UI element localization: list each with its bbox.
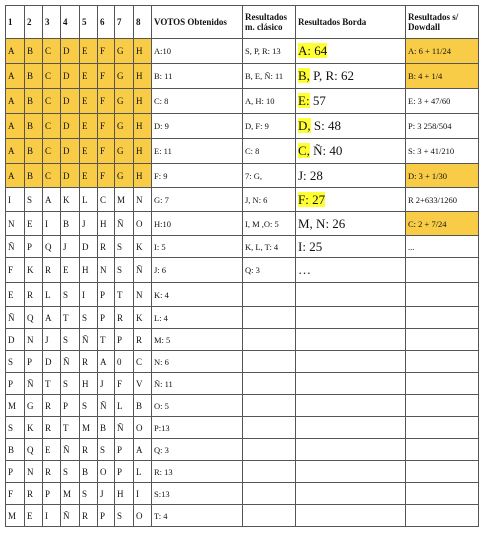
ballot-cell: I xyxy=(43,212,61,236)
ballot-cell: S xyxy=(61,461,80,483)
votos-cell: R: 13 xyxy=(152,461,243,483)
borda-cell: B, P, R: 62 xyxy=(296,64,406,89)
ballot-cell: K xyxy=(25,417,43,439)
table-row xyxy=(6,461,479,483)
ballot-cell: C xyxy=(43,139,61,164)
ballot-cell: A xyxy=(98,351,115,373)
ballot-cell: G xyxy=(115,164,134,188)
ballot-cell: I xyxy=(134,483,152,505)
clasico-cell xyxy=(243,329,296,351)
ballot-cell: T xyxy=(115,283,134,307)
ballot-cell: D xyxy=(61,89,80,114)
dowdall-cell xyxy=(406,258,479,283)
borda-cell: M, N: 26 xyxy=(296,212,406,236)
borda-highlight: D, xyxy=(298,118,311,133)
table-row xyxy=(6,139,479,164)
clasico-cell: 7: G, xyxy=(243,164,296,188)
ballot-cell: E xyxy=(25,212,43,236)
ballot-cell: H xyxy=(134,164,152,188)
borda-cell xyxy=(296,439,406,461)
clasico-cell xyxy=(243,461,296,483)
ballot-cell: F xyxy=(98,139,115,164)
ballot-cell: R xyxy=(80,351,98,373)
clasico-cell: I, M ,O: 5 xyxy=(243,212,296,236)
ballot-cell: I xyxy=(43,505,61,527)
table-row xyxy=(6,395,479,417)
ballot-cell: O xyxy=(134,505,152,527)
clasico-cell: A, H: 10 xyxy=(243,89,296,114)
borda-cell: I: 25 xyxy=(296,236,406,258)
ballot-cell: C xyxy=(43,89,61,114)
borda-highlight: C, xyxy=(298,143,310,158)
ballot-cell: T xyxy=(98,329,115,351)
ballot-cell: Ñ xyxy=(61,439,80,461)
ballot-cell: L xyxy=(134,461,152,483)
dowdall-cell xyxy=(406,439,479,461)
votos-cell: I: 5 xyxy=(152,236,243,258)
ballot-cell: S xyxy=(115,236,134,258)
col-header-7: 7 xyxy=(115,6,134,39)
votos-cell: M: 5 xyxy=(152,329,243,351)
ballot-cell: D xyxy=(6,329,25,351)
ballot-cell: R xyxy=(25,483,43,505)
ballot-cell: R xyxy=(115,307,134,329)
ballot-cell: N xyxy=(134,188,152,212)
ballot-cell: F xyxy=(115,373,134,395)
ballot-cell: E xyxy=(80,164,98,188)
ballot-cell: S xyxy=(61,373,80,395)
ballot-cell: K xyxy=(61,188,80,212)
borda-cell xyxy=(296,351,406,373)
clasico-cell: J, N: 6 xyxy=(243,188,296,212)
borda-highlight: B, xyxy=(298,68,310,83)
ballot-cell: H xyxy=(134,64,152,89)
ballot-cell: M xyxy=(6,505,25,527)
votos-cell: J: 6 xyxy=(152,258,243,283)
votos-cell: N: 6 xyxy=(152,351,243,373)
ballot-cell: S xyxy=(80,483,98,505)
borda-header: Resultados Borda xyxy=(296,6,406,39)
ballot-cell: A xyxy=(6,89,25,114)
dowdall-cell: C: 2 + 7/24 xyxy=(406,212,479,236)
ballot-cell: J xyxy=(98,483,115,505)
col-header-1: 1 xyxy=(6,6,25,39)
borda-cell xyxy=(296,461,406,483)
ballot-cell: E xyxy=(25,505,43,527)
borda-cell xyxy=(296,373,406,395)
ballot-cell: S xyxy=(25,188,43,212)
ballot-cell: G xyxy=(115,39,134,64)
clasico-cell xyxy=(243,439,296,461)
ballot-cell: D xyxy=(80,236,98,258)
ballot-cell: V xyxy=(134,373,152,395)
ballot-cell: T xyxy=(43,373,61,395)
ballot-cell: B xyxy=(25,64,43,89)
ballot-cell: S xyxy=(6,351,25,373)
ballot-cell: N xyxy=(25,461,43,483)
ballot-cell: A xyxy=(6,114,25,139)
borda-cell: J: 28 xyxy=(296,164,406,188)
ballot-cell: H xyxy=(134,39,152,64)
table-row xyxy=(6,164,479,188)
ballot-cell: Q xyxy=(25,439,43,461)
votos-cell: D: 9 xyxy=(152,114,243,139)
votos-header: VOTOS Obtenidos xyxy=(152,6,243,39)
ballot-cell: Q xyxy=(25,307,43,329)
votos-cell: B: 11 xyxy=(152,64,243,89)
borda-cell xyxy=(296,283,406,307)
ballot-cell: B xyxy=(25,164,43,188)
ballot-cell: H xyxy=(134,139,152,164)
ballot-cell: N xyxy=(6,212,25,236)
ballot-cell: F xyxy=(98,39,115,64)
ballot-cell: B xyxy=(25,39,43,64)
header-row xyxy=(6,6,479,39)
ballot-cell: B xyxy=(6,439,25,461)
ballot-cell: F xyxy=(6,483,25,505)
dowdall-cell xyxy=(406,329,479,351)
ballot-cell: E xyxy=(6,283,25,307)
dowdall-cell xyxy=(406,483,479,505)
ballot-cell: J xyxy=(80,212,98,236)
ballot-cell: F xyxy=(98,164,115,188)
borda-cell: E: 57 xyxy=(296,89,406,114)
ballot-cell: K xyxy=(134,236,152,258)
ballot-cell: B xyxy=(25,114,43,139)
ballot-cell: C xyxy=(134,351,152,373)
dowdall-cell: B: 4 + 1/4 xyxy=(406,64,479,89)
col-header-3: 3 xyxy=(43,6,61,39)
votos-cell: S:13 xyxy=(152,483,243,505)
clasico-cell xyxy=(243,395,296,417)
ballot-cell: P xyxy=(98,505,115,527)
ballot-cell: L xyxy=(80,188,98,212)
table-body xyxy=(6,39,479,527)
dowdall-cell xyxy=(406,395,479,417)
dowdall-cell xyxy=(406,307,479,329)
votos-cell: L: 4 xyxy=(152,307,243,329)
table-row xyxy=(6,188,479,212)
ballot-cell: Ñ xyxy=(98,395,115,417)
dowdall-header: Resultados s/ Dowdall xyxy=(406,6,479,39)
ballot-cell: O xyxy=(134,212,152,236)
ballot-cell: G xyxy=(25,395,43,417)
ballot-cell: Ñ xyxy=(61,351,80,373)
ballot-cell: F xyxy=(6,258,25,283)
table-row xyxy=(6,64,479,89)
table-row xyxy=(6,439,479,461)
dowdall-cell xyxy=(406,461,479,483)
table-row xyxy=(6,258,479,283)
ballot-cell: P xyxy=(43,483,61,505)
ballot-cell: E xyxy=(43,439,61,461)
col-header-2: 2 xyxy=(25,6,43,39)
ballot-cell: H xyxy=(115,483,134,505)
table-row xyxy=(6,236,479,258)
ballot-cell: H xyxy=(98,212,115,236)
ballot-cell: P xyxy=(115,461,134,483)
table-row xyxy=(6,351,479,373)
ballot-cell: R xyxy=(25,283,43,307)
ballot-cell: D xyxy=(61,139,80,164)
ballot-cell: R xyxy=(43,258,61,283)
ballot-cell: E xyxy=(80,89,98,114)
ballot-cell: J xyxy=(61,236,80,258)
ballot-cell: P xyxy=(98,307,115,329)
ballot-cell: S xyxy=(61,329,80,351)
ballot-cell: A xyxy=(134,439,152,461)
ballot-cell: F xyxy=(98,114,115,139)
ballot-cell: Ñ xyxy=(134,258,152,283)
clasico-cell: C: 8 xyxy=(243,139,296,164)
ballot-cell: E xyxy=(80,39,98,64)
ballot-cell: B xyxy=(61,212,80,236)
ballot-cell: M xyxy=(80,417,98,439)
clasico-cell xyxy=(243,417,296,439)
ballot-cell: D xyxy=(61,39,80,64)
ballot-cell: D xyxy=(43,351,61,373)
votos-cell: E: 11 xyxy=(152,139,243,164)
col-header-6: 6 xyxy=(98,6,115,39)
votos-cell: A:10 xyxy=(152,39,243,64)
votos-cell: K: 4 xyxy=(152,283,243,307)
ballot-cell: S xyxy=(98,439,115,461)
borda-cell xyxy=(296,188,406,212)
ballot-cell: Q xyxy=(43,236,61,258)
dowdall-cell: E: 3 + 47/60 xyxy=(406,89,479,114)
table-row xyxy=(6,39,479,64)
ballot-cell: B xyxy=(134,395,152,417)
ballot-cell: K xyxy=(25,258,43,283)
ballot-cell: M xyxy=(115,188,134,212)
ballot-cell: J xyxy=(43,329,61,351)
ballot-cell: Ñ xyxy=(61,505,80,527)
ballot-cell: C xyxy=(43,64,61,89)
ballot-cell: E xyxy=(80,114,98,139)
borda-cell xyxy=(296,307,406,329)
ballot-cell: B xyxy=(80,461,98,483)
votos-cell: H:10 xyxy=(152,212,243,236)
ballot-cell: H xyxy=(134,89,152,114)
dowdall-cell xyxy=(406,417,479,439)
ballot-cell: S xyxy=(115,505,134,527)
ballot-cell: I xyxy=(80,283,98,307)
table-row xyxy=(6,89,479,114)
borda-cell xyxy=(296,417,406,439)
votos-cell: C: 8 xyxy=(152,89,243,114)
votos-cell: G: 7 xyxy=(152,188,243,212)
votos-cell: O: 5 xyxy=(152,395,243,417)
table-row xyxy=(6,212,479,236)
ballot-cell: N xyxy=(25,329,43,351)
table-row xyxy=(6,373,479,395)
ballot-cell: S xyxy=(80,395,98,417)
ballot-cell: A xyxy=(43,188,61,212)
ballot-cell: E xyxy=(80,64,98,89)
clasico-cell: Q: 3 xyxy=(243,258,296,283)
ballot-cell: 0 xyxy=(115,351,134,373)
votos-cell: P:13 xyxy=(152,417,243,439)
votos-cell: Q: 3 xyxy=(152,439,243,461)
ballot-cell: O xyxy=(134,417,152,439)
ballot-cell: Ñ xyxy=(115,417,134,439)
vote-results-table-wrapper xyxy=(5,5,478,538)
ballot-cell: P xyxy=(25,351,43,373)
ballot-cell: T xyxy=(61,307,80,329)
ballot-cell: C xyxy=(43,39,61,64)
ballot-cell: B xyxy=(25,139,43,164)
ballot-cell: R xyxy=(43,461,61,483)
ballot-cell: A xyxy=(43,307,61,329)
ballot-cell: O xyxy=(98,461,115,483)
ballot-cell: P xyxy=(25,236,43,258)
clasico-header: Resultados m. clásico xyxy=(243,6,296,39)
ballot-cell: C xyxy=(43,164,61,188)
ballot-cell: S xyxy=(115,258,134,283)
dowdall-cell xyxy=(406,283,479,307)
ballot-cell: A xyxy=(6,139,25,164)
ballot-cell: S xyxy=(61,283,80,307)
dowdall-cell xyxy=(406,373,479,395)
ballot-cell: D xyxy=(61,64,80,89)
clasico-cell xyxy=(243,283,296,307)
ballot-cell: C xyxy=(98,188,115,212)
ballot-cell: Ñ xyxy=(25,373,43,395)
clasico-cell: B, E, Ñ: 11 xyxy=(243,64,296,89)
ballot-cell: T xyxy=(61,417,80,439)
ballot-cell: H xyxy=(80,258,98,283)
dowdall-cell: R 2+633/1260 xyxy=(406,188,479,212)
borda-cell: … xyxy=(296,258,406,283)
vote-results-table xyxy=(5,5,479,527)
table-row xyxy=(6,483,479,505)
ballot-cell: F xyxy=(98,89,115,114)
ballot-cell: R xyxy=(80,505,98,527)
clasico-cell xyxy=(243,505,296,527)
clasico-cell: S, P, R: 13 xyxy=(243,39,296,64)
table-row xyxy=(6,283,479,307)
clasico-cell xyxy=(243,351,296,373)
borda-cell: C, Ñ: 40 xyxy=(296,139,406,164)
ballot-cell: B xyxy=(25,89,43,114)
col-header-5: 5 xyxy=(80,6,98,39)
ballot-cell: D xyxy=(61,114,80,139)
ballot-cell: N xyxy=(98,258,115,283)
ballot-cell: P xyxy=(6,373,25,395)
ballot-cell: A xyxy=(6,39,25,64)
dowdall-cell: A: 6 + 11/24 xyxy=(406,39,479,64)
table-row xyxy=(6,417,479,439)
table-row xyxy=(6,114,479,139)
ballot-cell: R xyxy=(98,236,115,258)
table-row xyxy=(6,329,479,351)
clasico-cell: D, F: 9 xyxy=(243,114,296,139)
ballot-cell: H xyxy=(134,114,152,139)
borda-cell: D, S: 48 xyxy=(296,114,406,139)
borda-highlight: F: 27 xyxy=(298,191,326,207)
ballot-cell: F xyxy=(98,64,115,89)
borda-cell xyxy=(296,329,406,351)
ballot-cell: P xyxy=(115,329,134,351)
ballot-cell: E xyxy=(61,258,80,283)
ballot-cell: Ñ xyxy=(6,236,25,258)
ballot-cell: R xyxy=(80,439,98,461)
votos-cell: T: 4 xyxy=(152,505,243,527)
votos-cell: F: 9 xyxy=(152,164,243,188)
ballot-cell: P xyxy=(61,395,80,417)
ballot-cell: I xyxy=(6,188,25,212)
borda-cell xyxy=(296,505,406,527)
dowdall-cell: ... xyxy=(406,236,479,258)
ballot-cell: R xyxy=(43,395,61,417)
ballot-cell: L xyxy=(43,283,61,307)
dowdall-cell: D: 3 + 1/30 xyxy=(406,164,479,188)
col-header-4: 4 xyxy=(61,6,80,39)
table-row xyxy=(6,505,479,527)
dowdall-cell xyxy=(406,351,479,373)
ballot-cell: B xyxy=(98,417,115,439)
ballot-cell: G xyxy=(115,114,134,139)
ballot-cell: C xyxy=(43,114,61,139)
clasico-cell: K, L, T: 4 xyxy=(243,236,296,258)
ballot-cell: Ñ xyxy=(80,329,98,351)
ballot-cell: M xyxy=(61,483,80,505)
ballot-cell: Ñ xyxy=(115,212,134,236)
ballot-cell: A xyxy=(6,164,25,188)
ballot-cell: Ñ xyxy=(6,307,25,329)
ballot-cell: J xyxy=(98,373,115,395)
table-row xyxy=(6,307,479,329)
clasico-cell xyxy=(243,373,296,395)
ballot-cell: R xyxy=(43,417,61,439)
ballot-cell: G xyxy=(115,64,134,89)
ballot-cell: G xyxy=(115,139,134,164)
ballot-cell: H xyxy=(80,373,98,395)
col-header-8: 8 xyxy=(134,6,152,39)
dowdall-cell xyxy=(406,505,479,527)
ballot-cell: E xyxy=(80,139,98,164)
borda-highlight: A: 64 xyxy=(298,43,328,58)
ballot-cell: P xyxy=(115,439,134,461)
ballot-cell: L xyxy=(115,395,134,417)
ballot-cell: M xyxy=(6,395,25,417)
borda-highlight: E: xyxy=(298,93,310,108)
clasico-cell xyxy=(243,483,296,505)
borda-cell xyxy=(296,483,406,505)
ballot-cell: S xyxy=(80,307,98,329)
ballot-cell: K xyxy=(134,307,152,329)
ballot-cell: P xyxy=(6,461,25,483)
dowdall-cell: P: 3 258/504 xyxy=(406,114,479,139)
ballot-cell: D xyxy=(61,164,80,188)
clasico-cell xyxy=(243,307,296,329)
borda-cell xyxy=(296,395,406,417)
ballot-cell: S xyxy=(6,417,25,439)
ballot-cell: P xyxy=(98,283,115,307)
ballot-cell: N xyxy=(134,283,152,307)
borda-cell xyxy=(296,39,406,64)
ballot-cell: G xyxy=(115,89,134,114)
dowdall-cell: S: 3 + 41/210 xyxy=(406,139,479,164)
votos-cell: Ñ: 11 xyxy=(152,373,243,395)
ballot-cell: A xyxy=(6,64,25,89)
ballot-cell: R xyxy=(134,329,152,351)
